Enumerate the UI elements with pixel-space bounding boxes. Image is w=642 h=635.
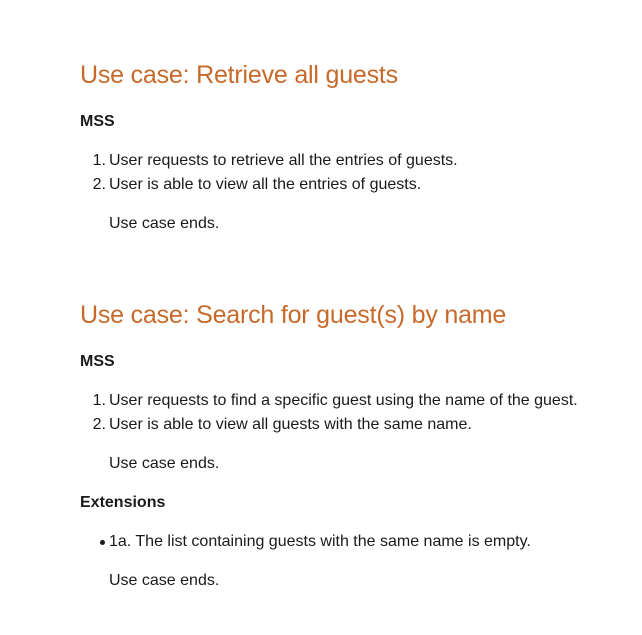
list-item — [80, 149, 458, 173]
use-case-ends-text: Use case ends. — [109, 572, 220, 589]
mss-steps-list — [80, 149, 458, 197]
step-text: User requests to find a specific guest using the name of the guest. — [109, 392, 578, 409]
use-case-heading-search-guest-by-name: Use case: Search for guest(s) by name — [80, 301, 507, 329]
extensions-label: Extensions — [80, 494, 166, 511]
list-item — [80, 173, 458, 197]
list-item — [80, 530, 531, 554]
step-marker: 1. — [92, 152, 106, 169]
mss-steps-list — [80, 389, 578, 437]
step-text: User requests to retrieve all the entries of guests. — [109, 152, 458, 169]
extensions-list — [80, 530, 531, 554]
step-marker: 2. — [92, 176, 106, 193]
use-case-heading-retrieve-all-guests: Use case: Retrieve all guests — [80, 61, 398, 89]
step-text: User is able to view all the entries of guests. — [109, 176, 422, 193]
list-item — [80, 389, 578, 413]
bullet-icon — [100, 540, 105, 545]
mss-label: MSS — [80, 113, 115, 130]
extension-text: 1a. The list containing guests with the same name is empty. — [109, 533, 531, 550]
mss-label: MSS — [80, 353, 115, 370]
list-item — [80, 413, 578, 437]
step-text: User is able to view all guests with the same name. — [109, 416, 472, 433]
use-case-ends-text: Use case ends. — [109, 455, 220, 472]
step-marker: 2. — [92, 416, 106, 433]
use-case-ends-text: Use case ends. — [109, 215, 220, 232]
step-marker: 1. — [92, 392, 106, 409]
